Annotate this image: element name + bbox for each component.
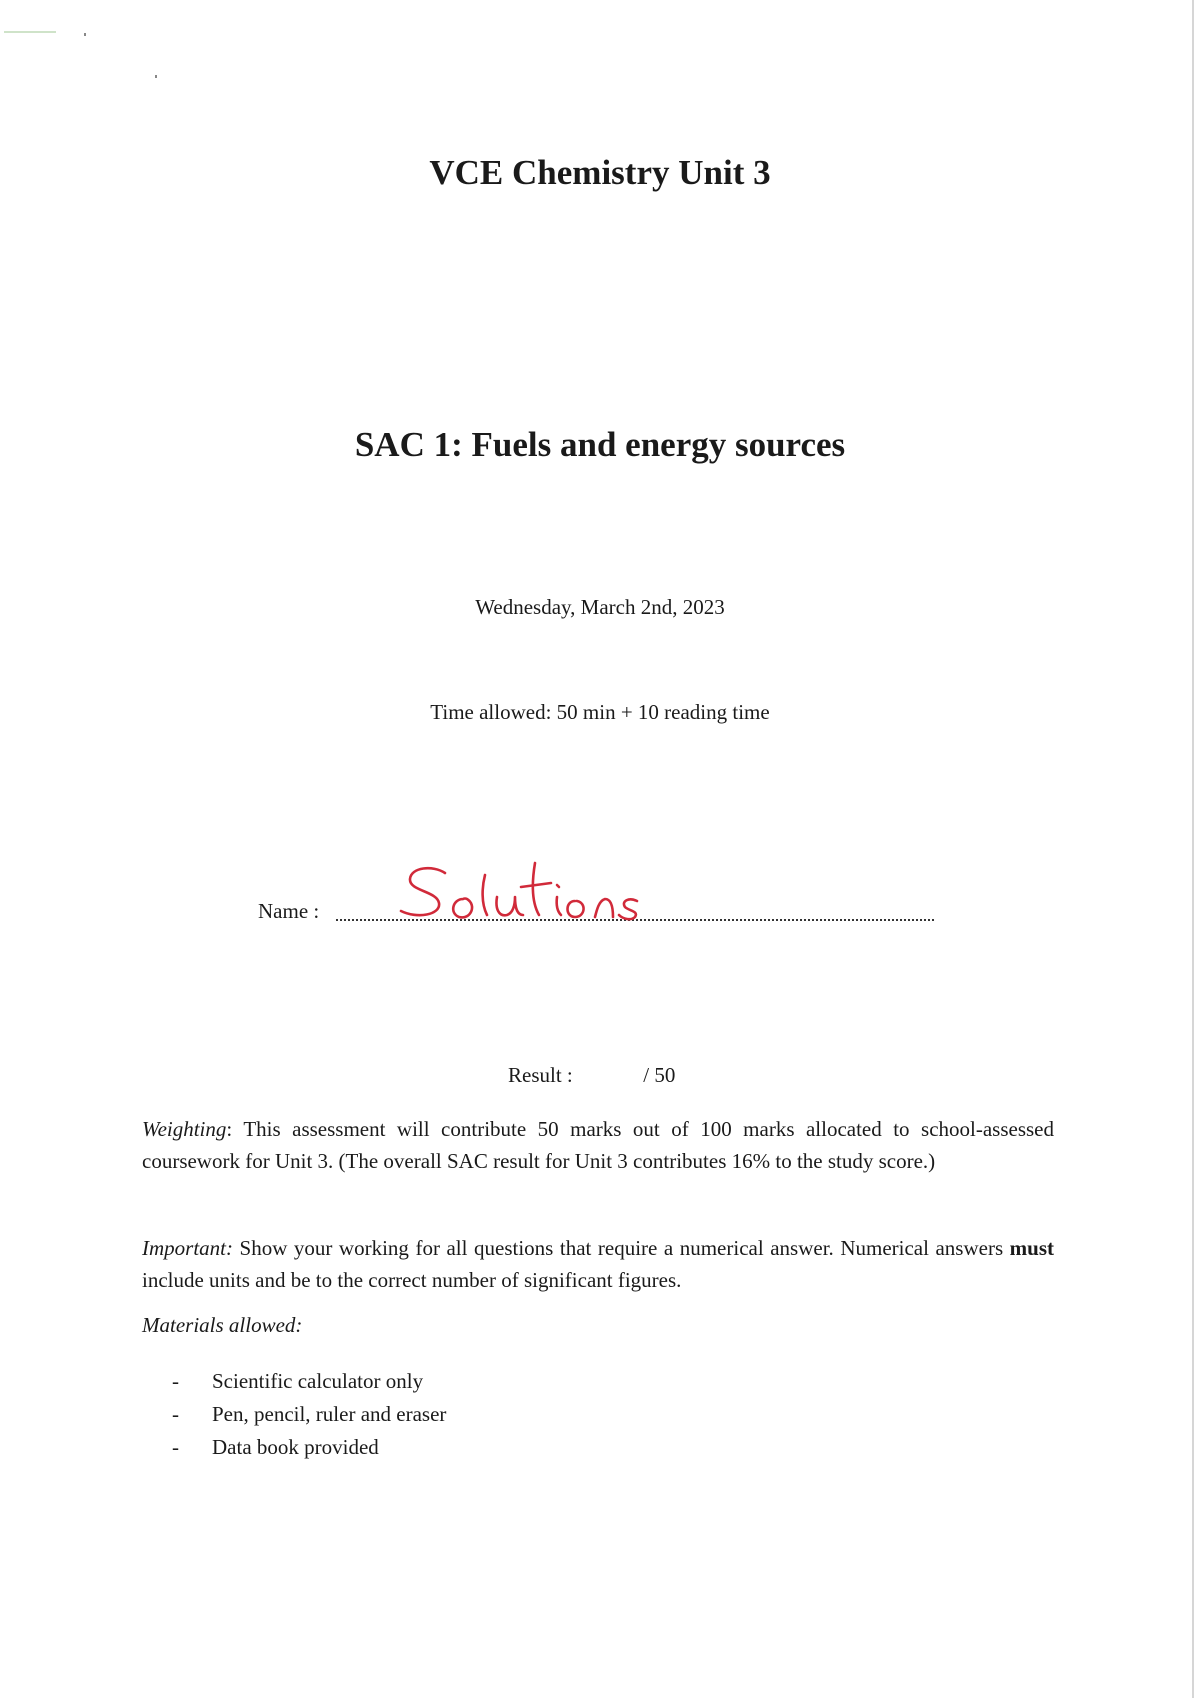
scan-artifact-edge	[1192, 0, 1194, 1698]
weighting-label: Weighting	[142, 1117, 227, 1141]
weighting-paragraph	[142, 1113, 1054, 1177]
list-item-text: Scientific calculator only	[212, 1369, 424, 1393]
page-title: VCE Chemistry Unit 3	[429, 153, 771, 192]
list-bullet: -	[172, 1435, 179, 1459]
materials-heading: Materials allowed:	[142, 1313, 303, 1337]
handwritten-solutions-signature	[393, 857, 653, 927]
scan-artifact-mark	[4, 31, 56, 33]
list-item	[172, 1365, 446, 1398]
list-bullet: -	[172, 1402, 179, 1426]
important-label: Important:	[142, 1236, 233, 1260]
scan-speck	[155, 75, 157, 78]
list-item	[172, 1431, 446, 1464]
assessment-title: SAC 1: Fuels and energy sources	[354, 425, 846, 464]
list-item	[172, 1398, 446, 1431]
result-value: / 50	[643, 1063, 676, 1087]
important-paragraph	[142, 1232, 1054, 1296]
scan-speck	[84, 33, 86, 36]
assessment-date: Wednesday, March 2nd, 2023	[475, 595, 725, 619]
result-label: Result :	[508, 1063, 573, 1087]
important-text-after: include units and be to the correct number of significant figures.	[142, 1268, 682, 1292]
list-item-text: Data book provided	[212, 1435, 379, 1459]
important-emphasis: must	[1009, 1236, 1054, 1260]
name-field	[258, 865, 938, 925]
name-label: Name :	[258, 899, 320, 923]
list-item-text: Pen, pencil, ruler and eraser	[212, 1402, 447, 1426]
weighting-text: : This assessment will contribute 50 marks out of 100 marks allocated to school-assessed coursework for Unit 3. (The overall SAC result for Unit 3 contributes 16% to the study score.)	[142, 1117, 1054, 1173]
important-text-before: Show your working for all questions that require a numerical answer. Numerical answers	[233, 1236, 1010, 1260]
materials-list	[172, 1365, 446, 1464]
result-field	[508, 1063, 675, 1088]
time-allowed: Time allowed: 50 min + 10 reading time	[430, 700, 770, 724]
list-bullet: -	[172, 1369, 179, 1393]
